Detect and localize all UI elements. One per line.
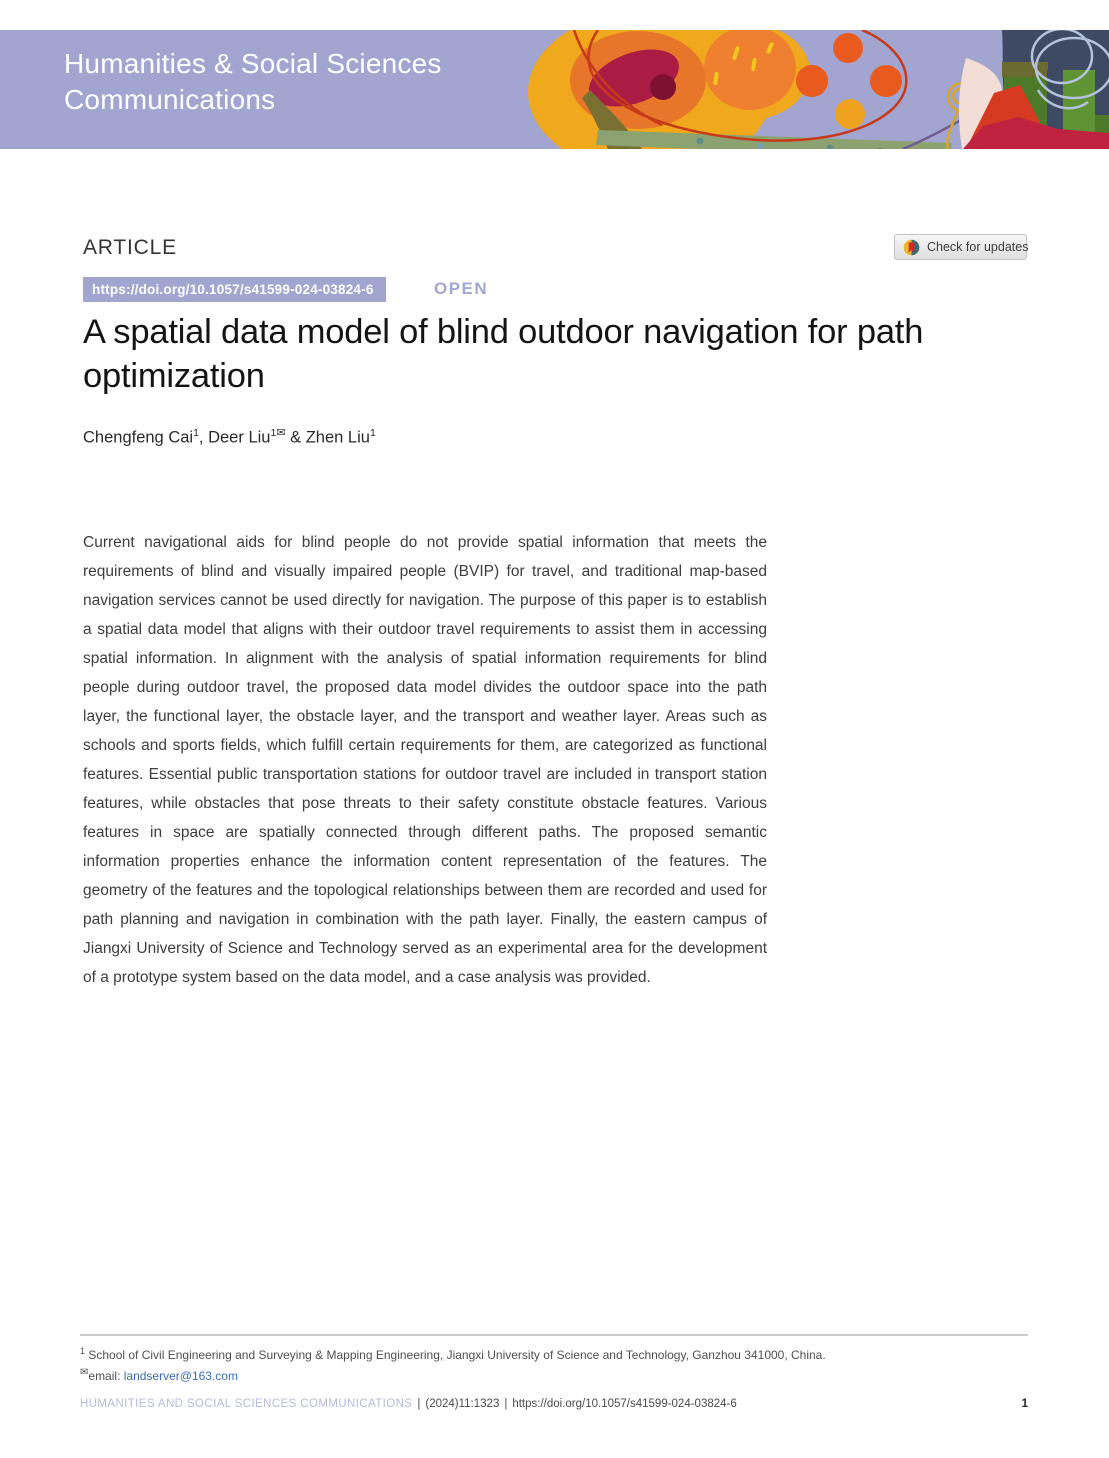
article-kicker: ARTICLE: [83, 236, 177, 259]
author-name: Zhen Liu: [305, 428, 370, 447]
page-number: 1: [1021, 1398, 1028, 1410]
authors-line: [83, 426, 376, 448]
author-affiliation-marker: 1: [369, 427, 376, 439]
affiliation-marker: 1: [80, 1346, 86, 1356]
author-affiliation-marker: 1: [193, 427, 199, 439]
footer-separator: |: [504, 1398, 508, 1410]
footer-separator: |: [417, 1398, 421, 1410]
journal-name: [64, 46, 442, 118]
footer-journal-name: HUMANITIES AND SOCIAL SCIENCES COMMUNICATIONS: [80, 1398, 413, 1410]
abstract-text: Current navigational aids for blind people do not provide spatial information that meets the requirements of blind and visually impaired people (BVIP) for travel, and traditional map-based navigation services cannot be used directly for navigation. The purpose of this paper is to establish a spatial data model that aligns with their outdoor travel requirements to assist them in accessing spatial information. In alignment with the analysis of spatial information requirements for blind people during outdoor travel, the proposed data model divides the outdoor space into the path layer, the functional layer, the obstacle layer, and the transport and weather layer. Areas such as schools and sports fields, which fulfill certain requirements for them, are categorized as functional features. Essential public transportation stations for outdoor travel are included in transport station features, while obstacles that pose threats to their safety constitute obstacle features. Various features in space are spatially connected through different paths. The proposed semantic information properties enhance the information content representation of the features. The geometry of the features and the topological relationships between them are recorded and used for path planning and navigation in combination with the path layer. Finally, the eastern campus of Jiangxi University of Science and Technology served as an experimental area for the development of a prototype system based on the data model, and a case analysis was provided.: [83, 534, 767, 986]
crossmark-icon: [903, 239, 920, 256]
affiliation-line: [80, 1343, 1028, 1364]
open-access-label: OPEN: [434, 279, 489, 298]
email-line: [80, 1364, 1028, 1385]
author-separator: ,: [198, 428, 209, 447]
footnote-divider: [80, 1334, 1028, 1336]
email-icon: ✉: [80, 1367, 89, 1378]
footnote-block: [80, 1343, 1028, 1385]
email-icon: ✉: [276, 427, 286, 439]
page-footer: [80, 1398, 1028, 1410]
check-for-updates-label: Check for updates: [927, 240, 1029, 254]
journal-name-line2: Communications: [64, 84, 276, 115]
check-for-updates-button[interactable]: [894, 234, 1027, 260]
footer-citation: (2024)11:1323: [425, 1398, 500, 1410]
journal-banner: [0, 30, 1109, 149]
author-affiliation-marker: 1: [270, 427, 277, 439]
article-title: A spatial data model of blind outdoor navigation for path optimization: [83, 313, 924, 395]
author-name: Deer Liu: [208, 428, 271, 447]
doi-badge-link[interactable]: https://doi.org/10.1057/s41599-024-03824-6: [83, 277, 386, 302]
author-separator: &: [285, 428, 306, 447]
email-label: email:: [88, 1369, 124, 1383]
email-link[interactable]: landserver@163.com: [123, 1369, 238, 1383]
author-name: Chengfeng Cai: [83, 428, 194, 447]
footer-doi: https://doi.org/10.1057/s41599-024-03824-6: [512, 1398, 737, 1410]
journal-name-line1: Humanities & Social Sciences: [64, 48, 442, 79]
affiliation-text: School of Civil Engineering and Surveying & Mapping Engineering, Jiangxi University of Science and Technology, Ganzhou 341000, China.: [85, 1348, 826, 1362]
